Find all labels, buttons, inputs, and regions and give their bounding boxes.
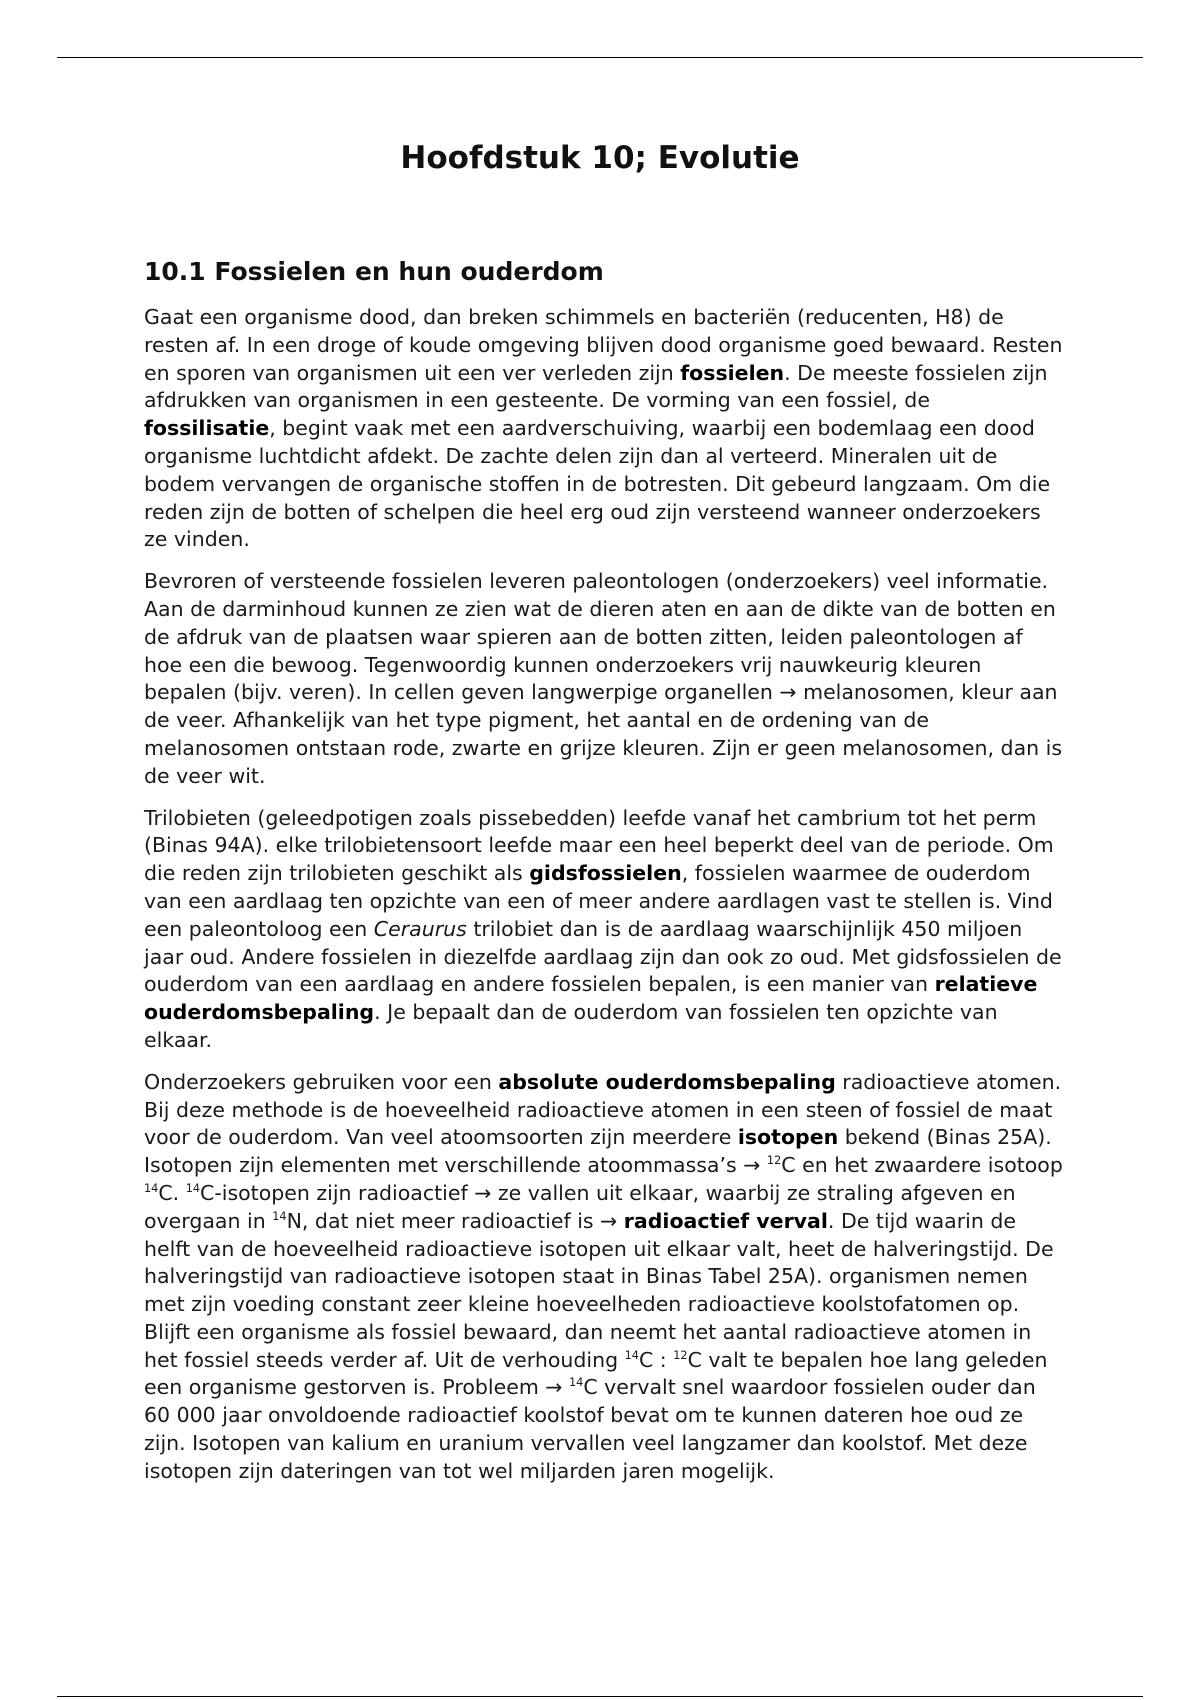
term-gidsfossielen: gidsfossielen — [529, 861, 682, 886]
text-run: . De tijd waarin de helft van de hoeveelheid radioactieve isotopen uit elkaar valt, heet de halveringstijd. De halveringstijd van radioactieve isotopen staat in Binas Tabel 25A). organismen nemen met zijn voeding constant zeer kleine hoeveelheden radioactieve koolstofatomen op. Blijft een organisme als fossiel bewaard, dan neemt het aantal radioactieve atomen in het fossiel steeds verder af. Uit de verhouding — [144, 1208, 1054, 1372]
text-run: C en het zwaardere isotoop — [781, 1153, 1063, 1178]
paragraph-trilobites — [144, 805, 1064, 1055]
paragraph-absolute-dating — [144, 1069, 1064, 1486]
text-run: Onderzoekers gebruiken voor een — [144, 1069, 499, 1094]
term-absolute-ouderdomsbepaling: absolute ouderdomsbepaling — [498, 1069, 836, 1094]
bottom-rule — [57, 1696, 1143, 1697]
superscript: 14 — [624, 1348, 639, 1362]
superscript: 14 — [144, 1182, 159, 1196]
text-run: C. — [158, 1180, 186, 1205]
page-title: Hoofdstuk 10; Evolutie — [400, 140, 800, 176]
text-run: C : — [638, 1347, 674, 1372]
superscript: 14 — [272, 1209, 287, 1223]
term-fossilisatie: fossilisatie — [144, 416, 270, 441]
text-run: Bevroren of versteende fossielen leveren paleontologen (onderzoekers) veel informatie. Aan de darminhoud kunnen ze zien wat de dieren aten en aan de dikte van de botten en de afdruk van de plaatsen waar spieren aan de botten zitten, leiden paleontologen af hoe een die bewoog. Tegenwoordig kunnen onderzoekers vrij nauwkeurig kleuren bepalen (bijv. veren). In cellen geven langwerpige organellen → melanosomen, kleur aan de veer. Afhankelijk van het type pigment, het aantal en de ordening van de melanosomen ontstaan rode, zwarte en grijze kleuren. Zijn er geen melanosomen, dan is de veer wit. — [144, 569, 1063, 788]
paragraph-paleontology — [144, 568, 1064, 790]
term-relatieve-ouderdomsbepaling: relatieve ouderdomsbepaling — [144, 972, 1038, 1025]
top-rule — [57, 57, 1143, 58]
term-isotopen: isotopen — [737, 1125, 839, 1150]
species-name: Ceraurus — [373, 916, 467, 941]
superscript: 14 — [569, 1376, 584, 1390]
document-body — [144, 254, 1064, 1500]
text-run: . Je bepaalt dan de ouderdom van fossielen ten opzichte van elkaar. — [144, 1000, 998, 1052]
text-run: radioactieve atomen. Bij deze methode is de hoeveelheid radioactieve atomen in een steen of fossiel de maat voor de ouderdom. Van veel atoomsoorten zijn meerdere — [144, 1069, 1062, 1150]
text-run: C valt te bepalen hoe lang geleden een organisme gestorven is. Probleem → — [144, 1347, 1048, 1400]
text-run: N, dat niet meer radioactief is → — [286, 1208, 624, 1233]
text-run: Gaat een organisme dood, dan breken schimmels en bacteriën (reducenten, H8) de resten af. In een droge of koude omgeving blijven dood organisme goed bewaard. Resten en sporen van organismen uit een ver verleden zijn — [144, 305, 1063, 385]
text-run: . De meeste fossielen zijn afdrukken van organismen in een gesteente. De vorming van een fossiel, de — [144, 360, 1048, 413]
text-run: , begint vaak met een aardverschuiving, waarbij een bodemlaag een dood organisme luchtdicht afdekt. De zachte delen zijn dan al verteerd. Mineralen uit de bodem vervangen de organische stoffen in de botresten. Dit gebeurd langzaam. Om die reden zijn de botten of schelpen die heel erg oud zijn versteend wanneer onderzoekers ze vinden. — [144, 416, 1051, 552]
text-run: C vervalt snel waardoor fossielen ouder dan 60 000 jaar onvoldoende radioactief koolstof bevat om te kunnen dateren hoe oud ze zijn. Isotopen van kalium en uranium vervallen veel langzamer dan koolstof. Met deze isotopen zijn dateringen van tot wel miljarden jaren mogelijk. — [144, 1375, 1036, 1483]
superscript: 14 — [185, 1182, 201, 1196]
text-run: trilobiet dan is de aardlaag waarschijnlijk 450 miljoen jaar oud. Andere fossielen in diezelfde aardlaag zijn dan ook zo oud. Met gidsfossielen de ouderdom van een aardlaag en andere fossielen bepalen, is een manier van — [144, 916, 1062, 997]
text-run: bekend (Binas 25A). Isotopen zijn elementen met verschillende atoommassa’s → — [144, 1125, 1052, 1178]
text-run: Trilobieten (geleedpotigen zoals pissebedden) leefde vanaf het cambrium tot het perm (Binas 94A). elke trilobietensoort leefde maar een heel beperkt deel van de periode. Om die reden zijn trilobieten geschikt als — [144, 805, 1054, 886]
superscript: 12 — [673, 1348, 688, 1362]
text-run: , fossielen waarmee de ouderdom van een aardlaag ten opzichte van een of meer andere aardlagen vast te stellen is. Vind een paleontoloog een — [144, 861, 1053, 941]
text-run: C-isotopen zijn radioactief → ze vallen uit elkaar, waarbij ze straling afgeven en overgaan in — [144, 1180, 1016, 1233]
superscript: 12 — [766, 1154, 782, 1168]
term-fossielen: fossielen — [680, 360, 785, 385]
section-heading: 10.1 Fossielen en hun ouderdom — [144, 257, 604, 286]
term-radioactief-verval: radioactief verval — [623, 1208, 828, 1233]
paragraph-fossilisation — [144, 304, 1064, 554]
